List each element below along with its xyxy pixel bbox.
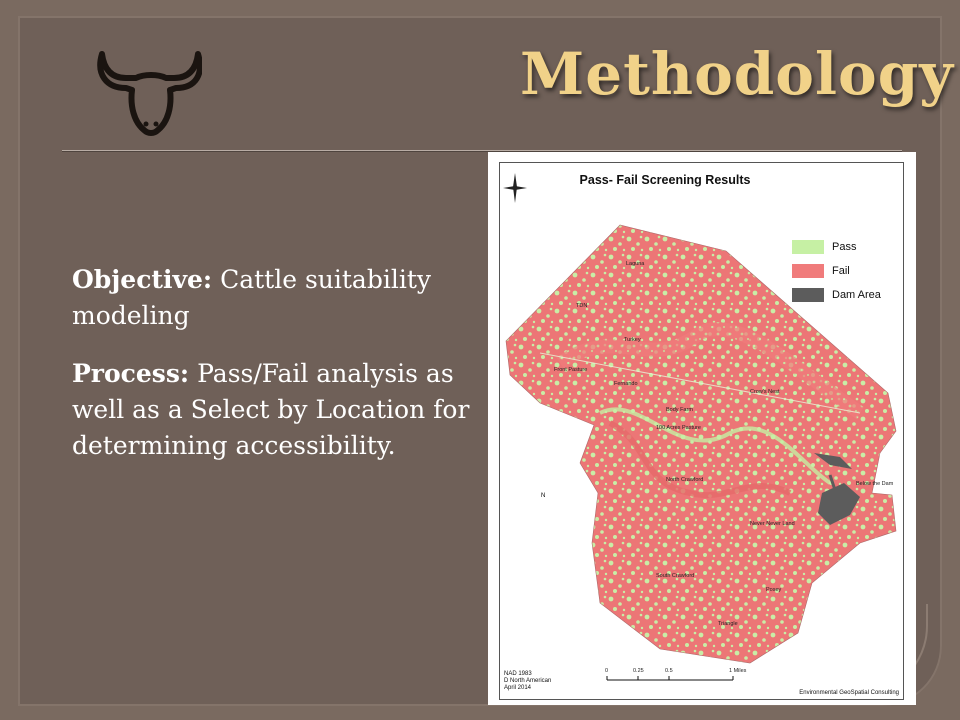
place-label: Never Never Land [750, 521, 795, 527]
map-legend [792, 235, 881, 307]
north-label: N [541, 493, 546, 499]
scale-tick-label: 0.5 [665, 668, 673, 674]
objective-label: Objective: [72, 265, 213, 294]
place-label: South Crawford [656, 573, 695, 579]
scale-tick-label: 0.25 [633, 668, 644, 674]
map-title: Pass- Fail Screening Results [579, 173, 751, 187]
map-credit: Environmental GeoSpatial Consulting [799, 690, 899, 696]
place-label: Posey [766, 587, 782, 593]
place-label: Turkey [624, 337, 641, 343]
legend-swatch-pass [792, 240, 824, 254]
legend-label: Fail [832, 265, 850, 277]
place-label: Body Farm [666, 407, 693, 413]
bull-head-icon [92, 44, 202, 140]
place-label: Laguna [626, 261, 645, 267]
legend-label: Dam Area [832, 289, 881, 301]
map-datum [504, 671, 551, 692]
title-divider [62, 150, 902, 151]
datum-line: April 2014 [504, 685, 532, 691]
process-paragraph [72, 356, 472, 464]
place-label: Front Pasture [554, 367, 588, 373]
objective-text: Cattle suitability modeling [72, 265, 431, 330]
place-label: 100 Acres Pasture [656, 425, 701, 431]
place-label: TDN [576, 303, 588, 309]
legend-swatch-fail [792, 264, 824, 278]
slide-title: Methodology [520, 40, 954, 108]
place-label: Fernando [614, 381, 638, 387]
north-arrow-icon [500, 163, 530, 213]
place-label: Crow's Nest [750, 389, 780, 395]
legend-swatch-dam-area [792, 288, 824, 302]
scale-tick-label: 0 [605, 668, 609, 674]
scale-tick-label: 1 Miles [729, 668, 747, 674]
legend-item-dam-area [792, 283, 881, 307]
datum-line: D North American [504, 678, 552, 684]
scale-bar [605, 670, 755, 694]
place-label: Below the Dam [856, 481, 894, 487]
legend-item-fail [792, 259, 881, 283]
slide-body [72, 262, 472, 486]
place-label: Triangle [718, 621, 738, 627]
map-image [488, 152, 916, 705]
objective-paragraph [72, 262, 472, 334]
legend-label: Pass [832, 241, 857, 253]
process-label: Process: [72, 359, 190, 388]
place-label: North Crawford [666, 477, 704, 483]
legend-item-pass [792, 235, 881, 259]
datum-line: NAD 1983 [504, 671, 532, 677]
map-frame [499, 162, 904, 700]
process-text: Pass/Fail analysis as well as a Select by Location for determining accessibility. [72, 359, 470, 460]
